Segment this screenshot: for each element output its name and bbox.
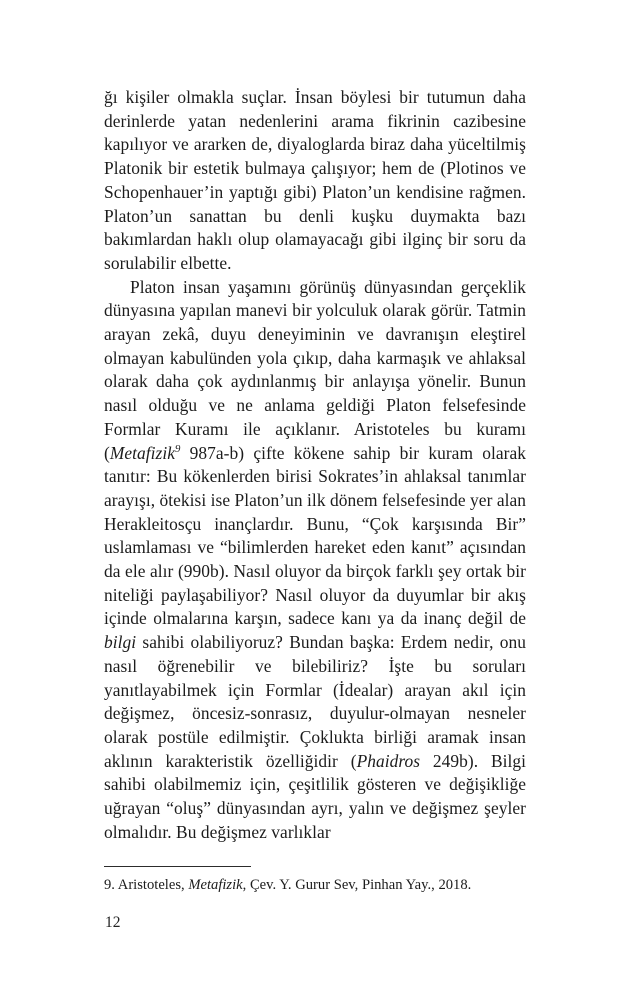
paragraph-continued: ğı kişiler olmakla suçlar. İnsan böylesi bir tutumun daha derinlerde yatan nedenlerini arama fikrinin cazibesine kapılıyor ve ararken de, diyaloglarda biraz daha yüceltilmiş Platonik bir estetik bulmaya çalışıyor; hem de (Plotinos ve Schopenhauer’in yaptığı gibi) Platon’un kendisine rağmen. Platon’un sanattan bu denli kuşku duymakta bazı bakımlardan haklı olup olamayacağı gibi ilginç bir soru da sorulabilir elbette. bbox=[104, 87, 526, 273]
footnote-text: 9. Aristoteles, Metafizik, Çev. Y. Gurur Sev, Pinhan Yay., 2018. bbox=[104, 877, 472, 893]
page-number: 12 bbox=[105, 914, 121, 931]
footnote-divider bbox=[104, 866, 251, 867]
paragraph-platon-formlar: Platon insan yaşamını görünüş dünyasından gerçeklik dünyasına yapılan manevi bir yolculuk olarak görür. Tatmin arayan zekâ, duyu deneyiminin ve davranışın eleştirel olmayan kabulünden yola çıkıp, daha karmaşık ve ahlaksal olarak daha çok aydınlanmış bir anlayışa yönelir. Bunun nasıl olduğu ve ne anlama geldiği Platon felsefesinde Formlar Kuramı ile açıklanır. Aristoteles bu kuramı (Metafizik$^9$ 987a-b) çifte kökene sahip bir kuram olarak tanıtır: Bu kökenlerden birisi Sokrates’in ahlaksal tanımlar arayışı, ötekisi ise Platon’un ilk dönem felsefesinde yer alan Herakleitosçu inançlardır. Bunu, “Çok karşısında Bir” uslamlaması ve “bilimlerden hareket eden kanıt” açısından da ele alır (990b). Nasıl oluyor da birçok farklı şey ortak bir niteliği paylaşabiliyor? Nasıl oluyor da duyumlar bir akış içinde olmalarına karşın, sadece kanı ya da inanç değil de bilgi sahibi olabiliyoruz? Bundan başka: Erdem nedir, onu nasıl öğrenebilir ve bilebiliriz? İşte bu soruları yanıtlayabilmek için Formlar (İdealar) arayan akıl için değişmez, öncesiz-sonrasız, duyulur-olmayan nesneler olarak postüle edilmiştir. Çoklukta birliği aramak insan aklının karakteristik özelliğidir (Phaidros 249b). Bilgi sahibi olabilmemiz için, çeşitlilik gösteren ve değişikliğe uğrayan “oluş” dünyasından ayrı, yalın ve değişmez şeyler olmalıdır. Bu değişmez varlıklar bbox=[104, 276, 526, 842]
body-text-block bbox=[104, 86, 526, 845]
footnote-block bbox=[104, 866, 526, 895]
